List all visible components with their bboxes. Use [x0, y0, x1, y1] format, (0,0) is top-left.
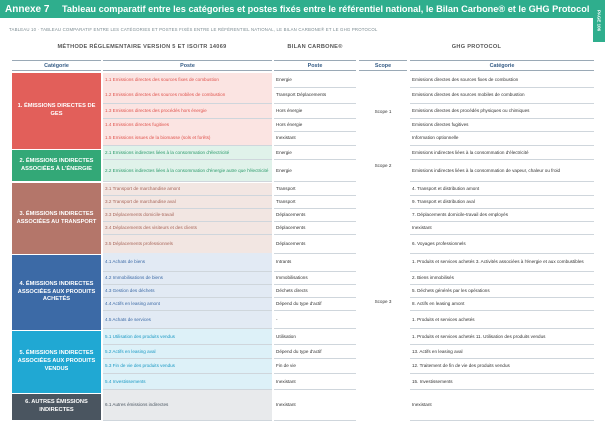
- row-divider: [410, 420, 594, 421]
- group-header-methode: MÉTHODE RÉGLEMENTAIRE VERSION 5 ET ISO/TR 14069: [57, 44, 227, 50]
- ghg-category-cell: 2. Biens immobilisés: [412, 275, 454, 281]
- bilan-carbone-cell: Déchets directs: [276, 288, 308, 294]
- table-caption: TABLEAU 10 · TABLEAU COMPARATIF ENTRE LES CATÉGORIES ET POSTES FIXÉS ENTRE LE RÉFÉRENTIEL NATIONAL, LE BILAN CARBONE® ET LE GHG PROTOCOL: [9, 27, 378, 32]
- row-divider: [103, 420, 272, 421]
- bilan-carbone-cell: -: [276, 316, 278, 322]
- bilan-carbone-cell: Immobilisations: [276, 275, 308, 281]
- bilan-carbone-cell: Inexistant: [276, 378, 296, 384]
- bilan-carbone-cell: Déplacements: [276, 241, 306, 247]
- category-3: 3. ÉMISSIONS INDIRECTES ASSOCIÉES AU TRANSPORT: [12, 183, 101, 254]
- ghg-category-cell: Emissions indirectes liées à la consommation de vapeur, chaleur ou froid: [412, 167, 561, 173]
- page-title: Tableau comparatif entre les catégories et postes fixés entre le référentiel national, le Bilan Carbone® et le GHG Protocol: [62, 4, 590, 14]
- poste-cell: 3.2 Transport de marchandise aval: [103, 196, 272, 208]
- poste-cell: 1.3 Emissions directes des procédés hors énergie: [103, 104, 272, 118]
- scope-3: Scope 3: [374, 299, 392, 304]
- bilan-carbone-cell: Fin de vie: [276, 363, 296, 369]
- row-divider: [103, 181, 272, 182]
- ghg-category-cell: Emissions directes fugitives: [412, 122, 469, 128]
- ghg-category-cell: 13. Actifs en leasing aval: [412, 348, 463, 354]
- bilan-carbone-cell: Dépend du type d'actif: [276, 348, 322, 354]
- bilan-carbone-cell: Energie: [276, 167, 292, 173]
- poste-cell: 1.4 Emissions directes fugitives: [103, 119, 272, 131]
- category-2: 2. ÉMISSIONS INDIRECTES ASSOCIÉES À L'ÉNERGIE: [12, 150, 101, 181]
- ghg-category-cell: 4. Transport et distribution amont: [412, 186, 480, 192]
- ghg-category-cell: 1. Produits et services achetés 11. Utilisation des produits vendus: [412, 333, 546, 339]
- scope-2: Scope 2: [374, 163, 392, 168]
- ghg-category-cell: 8. Actifs en leasing amont: [412, 301, 465, 307]
- annexe-label: Annexe 7: [5, 3, 50, 15]
- column-header-ghg-categorie: Catégorie: [410, 60, 594, 71]
- poste-cell: 6.1 Autres émissions indirectes: [103, 390, 272, 420]
- bilan-carbone-cell: Intrants: [276, 259, 292, 265]
- poste-cell: 1.2 Emissions directes des sources mobiles de combustion: [103, 87, 272, 103]
- ghg-category-cell: Inexistant: [412, 225, 432, 231]
- bilan-carbone-cell: Déplacements: [276, 225, 306, 231]
- bilan-carbone-cell: Transport: [276, 186, 296, 192]
- poste-cell: 4.3 Gestion des déchets: [103, 285, 272, 297]
- bilan-carbone-cell: Inexistant: [276, 135, 296, 141]
- ghg-category-cell: Emissions indirectes liées à la consommation d'électricité: [412, 149, 529, 155]
- column-header-scope: Scope: [359, 60, 407, 71]
- ghg-category-cell: Information optionnelle: [412, 135, 459, 141]
- group-header-bilan: BILAN CARBONE®: [287, 44, 343, 50]
- bilan-carbone-cell: Transport Déplacements: [276, 92, 327, 98]
- scope-1: Scope 1: [374, 108, 392, 114]
- bilan-carbone-cell: Déplacements: [276, 212, 306, 218]
- page-number: PAGE 106: [596, 10, 602, 32]
- ghg-category-cell: Emissions directes des sources mobiles de combustion: [412, 92, 525, 98]
- ghg-category-cell: 15. Investissements: [412, 378, 453, 384]
- ghg-category-cell: 1. Produits et services achetés: [412, 316, 475, 322]
- column-header-categorie: Catégorie: [12, 60, 101, 71]
- row-divider: [274, 420, 356, 421]
- poste-cell: 4.2 Immobilisations de biens: [103, 272, 272, 284]
- poste-cell: 5.4 Investissements: [103, 374, 272, 389]
- page-tab: [593, 0, 605, 42]
- ghg-category-cell: 12. Traitement de fin de vie des produits vendus: [412, 363, 510, 369]
- ghg-category-cell: 1. Produits et services achetés 3. Activités associées à l'énergie et aux combustibles: [412, 259, 584, 265]
- ghg-category-cell: 7. Déplacements domicile-travail des employés: [412, 212, 508, 218]
- row-divider: [274, 181, 356, 182]
- poste-cell: 5.2 Actifs en leasing aval: [103, 345, 272, 358]
- ghg-category-cell: 6. Voyages professionnels: [412, 241, 466, 247]
- poste-cell: 3.4 Déplacements des visiteurs et des clients: [103, 222, 272, 234]
- poste-cell: 4.1 Achats de biens: [103, 253, 272, 271]
- category-5: 5. ÉMISSIONS INDIRECTES ASSOCIÉES AUX PRODUITS VENDUS: [12, 331, 101, 393]
- ghg-category-cell: 9. Transport et distribution aval: [412, 199, 475, 205]
- poste-cell: 3.1 Transport de marchandise amont: [103, 183, 272, 195]
- poste-cell: 4.5 Achats de services: [103, 311, 272, 328]
- poste-cell: 4.4 Actifs en leasing amont: [103, 298, 272, 310]
- bilan-carbone-cell: Utilisation: [276, 333, 296, 339]
- bilan-carbone-cell: Energie: [276, 77, 292, 83]
- bilan-carbone-cell: Dépend du type d'actif: [276, 301, 322, 307]
- ghg-category-cell: 5. Déchets générés par les opérations: [412, 288, 490, 294]
- poste-cell: 2.1 Emissions indirectes liées à la consommation d'électricité: [103, 146, 272, 159]
- annexe-header: [0, 0, 593, 18]
- poste-cell: 2.2 Emissions indirectes liées à la consommation d'énergie autre que l'électricité: [103, 160, 272, 181]
- category-1: 1. ÉMISSIONS DIRECTES DE GES: [12, 73, 101, 149]
- bilan-carbone-cell: Transport: [276, 199, 296, 205]
- bilan-carbone-cell: Inexistant: [276, 402, 296, 408]
- ghg-category-cell: Emissions directes des sources fixes de combustion: [412, 77, 519, 83]
- poste-cell: 1.1 Emissions directes des sources fixes de combustion: [103, 73, 272, 87]
- poste-cell: 5.1 Utilisation des produits vendus: [103, 329, 272, 344]
- bilan-carbone-cell: Energie: [276, 149, 292, 155]
- category-6: 6. AUTRES ÉMISSIONS INDIRECTES: [12, 394, 101, 420]
- poste-cell: 3.5 Déplacements professionnels: [103, 235, 272, 253]
- poste-cell: 3.3 Déplacements domicile-travail: [103, 209, 272, 221]
- ghg-category-cell: Emissions directes des procédés physiques ou chimiques: [412, 108, 530, 114]
- poste-cell: 1.5 Emissions issues de la biomasse (sols et forêts): [103, 131, 272, 145]
- bilan-carbone-cell: Hors énergie: [276, 108, 303, 114]
- category-4: 4. ÉMISSIONS INDIRECTES ASSOCIÉES AUX PRODUITS ACHETÉS: [12, 255, 101, 330]
- ghg-category-cell: Inexistant: [412, 402, 432, 408]
- group-header-ghg: GHG PROTOCOL: [451, 44, 502, 50]
- row-divider: [410, 181, 594, 182]
- column-header-bc-poste: Poste: [274, 60, 356, 71]
- bilan-carbone-cell: Hors énergie: [276, 122, 303, 128]
- poste-cell: 5.3 Fin de vie des produits vendus: [103, 359, 272, 373]
- column-header-poste: Poste: [103, 60, 272, 71]
